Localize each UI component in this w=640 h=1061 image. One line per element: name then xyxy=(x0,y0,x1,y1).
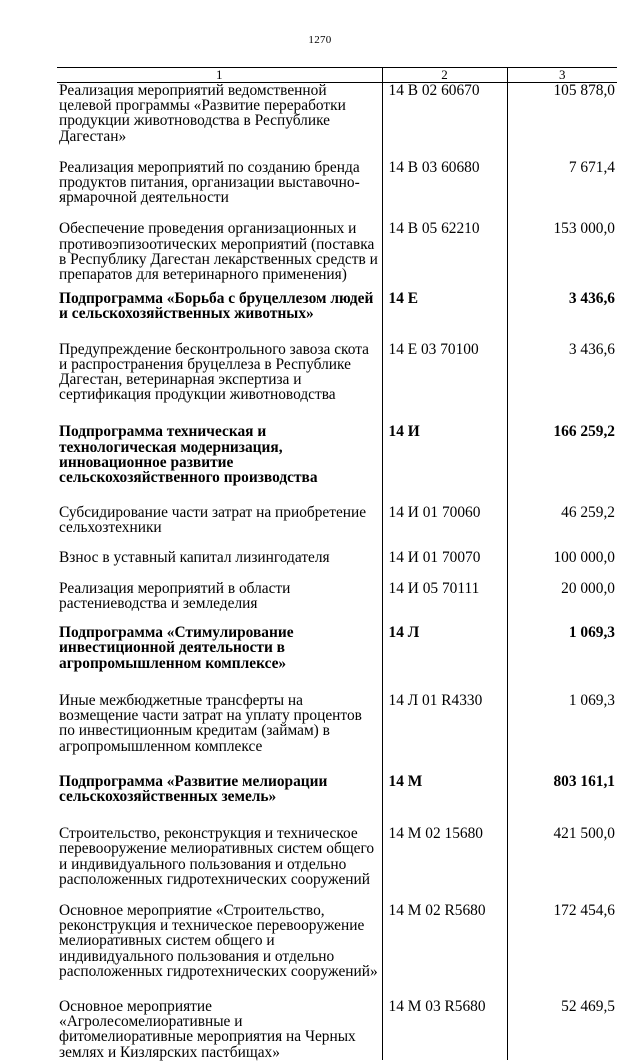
subprogram-row xyxy=(57,774,617,804)
subprogram-row xyxy=(57,625,617,671)
spacer-cell xyxy=(507,754,617,774)
row-code-cell: 14 Л xyxy=(382,625,507,671)
spacer-cell xyxy=(382,536,507,550)
row-code-cell: 14 В 05 62210 xyxy=(382,221,507,282)
row-amount-cell: 20 000,0 xyxy=(561,579,615,597)
spacer-cell xyxy=(57,671,382,693)
spacer-cell xyxy=(57,322,382,342)
row-code-cell: 14 М 02 R5680 xyxy=(382,903,507,979)
spacer-cell xyxy=(57,754,382,774)
spacer-cell xyxy=(507,402,617,424)
row-name-cell: Реализация мероприятий в области растениеводства и земледелия xyxy=(57,581,382,611)
column-header-amount: 3 xyxy=(507,68,617,83)
row-amount-cell: 803 161,1 xyxy=(553,772,615,790)
column-header-code: 2 xyxy=(382,68,507,83)
row-name-cell: Подпрограмма «Стимулирование инвестиционной деятельности в агропромышленном комплексе» xyxy=(57,625,382,671)
spacer-cell xyxy=(382,144,507,160)
row-spacer xyxy=(57,402,617,424)
row-amount-cell: 3 436,6 xyxy=(568,340,615,358)
table-row xyxy=(57,160,617,206)
row-code-cell: 14 В 02 60670 xyxy=(382,83,507,144)
spacer-cell xyxy=(57,144,382,160)
spacer-cell xyxy=(382,485,507,505)
row-spacer xyxy=(57,804,617,826)
row-name-cell: Строительство, реконструкция и техническое перевооружение мелиоративных систем общего и индивидуального пользования и отдельно расположенных гидротехнических сооружений xyxy=(57,826,382,887)
row-amount-cell: 153 000,0 xyxy=(553,220,615,238)
table-row xyxy=(57,693,617,754)
row-name-cell: Реализация мероприятий по созданию бренда продуктов питания, организации выставочно-ярмарочной деятельности xyxy=(57,160,382,206)
spacer-cell xyxy=(382,671,507,693)
row-spacer xyxy=(57,671,617,693)
spacer-cell xyxy=(382,887,507,903)
spacer-cell xyxy=(382,804,507,826)
row-amount-cell: 100 000,0 xyxy=(553,548,615,566)
spacer-cell xyxy=(382,754,507,774)
table-header-row xyxy=(57,68,617,83)
table-row xyxy=(57,221,617,282)
spacer-cell xyxy=(507,611,617,625)
subprogram-row xyxy=(57,424,617,485)
row-spacer xyxy=(57,979,617,999)
row-amount-cell: 166 259,2 xyxy=(553,423,615,441)
spacer-cell xyxy=(507,565,617,581)
row-spacer xyxy=(57,565,617,581)
spacer-cell xyxy=(382,611,507,625)
spacer-cell xyxy=(57,611,382,625)
spacer-cell xyxy=(382,205,507,221)
row-code-cell: 14 И 01 70060 xyxy=(382,505,507,535)
row-name-cell: Основное мероприятие «Агролесомелиоративные и фитомелиоративные мероприятия на Черных землях и Кизлярских пастбищах» xyxy=(57,999,382,1060)
spacer-cell xyxy=(57,402,382,424)
row-spacer xyxy=(57,205,617,221)
table-body xyxy=(57,83,617,1060)
row-amount-cell: 1 069,3 xyxy=(568,691,615,709)
spacer-cell xyxy=(57,804,382,826)
row-code-cell: 14 М 03 R5680 xyxy=(382,999,507,1060)
row-spacer xyxy=(57,485,617,505)
spacer-cell xyxy=(507,205,617,221)
row-spacer xyxy=(57,754,617,774)
row-amount-cell: 52 469,5 xyxy=(561,997,615,1015)
row-name-cell: Обеспечение проведения организационных и противоэпизоотических мероприятий (поставка в Республику Дагестан лекарственных средств и препаратов для ветеринарного применения) xyxy=(57,221,382,282)
row-name-cell: Предупреждение бесконтрольного завоза скота и распространения бруцеллеза в Республике Дагестан, ветеринарная экспертиза и сертификация продукции животноводства xyxy=(57,342,382,403)
spacer-cell xyxy=(57,887,382,903)
spacer-cell xyxy=(382,979,507,999)
row-amount-cell: 1 069,3 xyxy=(568,624,615,642)
spacer-cell xyxy=(507,322,617,342)
column-header-name: 1 xyxy=(57,68,382,83)
page-number: 1270 xyxy=(308,34,332,46)
row-amount-cell: 3 436,6 xyxy=(568,290,615,308)
row-name-cell: Подпрограмма техническая и технологическая модернизация, инновационное развитие сельскохозяйственного производства xyxy=(57,424,382,485)
row-code-cell: 14 М xyxy=(382,774,507,804)
row-name-cell: Подпрограмма «Развитие мелиорации сельскохозяйственных земель» xyxy=(57,774,382,804)
row-spacer xyxy=(57,887,617,903)
row-code-cell: 14 В 03 60680 xyxy=(382,160,507,206)
row-amount-cell: 46 259,2 xyxy=(561,504,615,522)
row-amount-cell: 7 671,4 xyxy=(568,158,615,176)
spacer-cell xyxy=(57,205,382,221)
table-row xyxy=(57,826,617,887)
row-code-cell: 14 М 02 15680 xyxy=(382,826,507,887)
spacer-cell xyxy=(382,322,507,342)
spacer-cell xyxy=(507,671,617,693)
row-amount-cell: 421 500,0 xyxy=(553,825,615,843)
table-row xyxy=(57,999,617,1060)
row-name-cell: Реализация мероприятий ведомственной целевой программы «Развитие переработки продукции животноводства в Республике Дагестан» xyxy=(57,83,382,144)
table-row xyxy=(57,550,617,565)
row-code-cell: 14 Е 03 70100 xyxy=(382,342,507,403)
spacer-cell xyxy=(507,804,617,826)
row-code-cell: 14 И xyxy=(382,424,507,485)
table-row xyxy=(57,83,617,144)
row-name-cell: Взнос в уставный капитал лизингодателя xyxy=(57,550,382,565)
spacer-cell xyxy=(57,979,382,999)
spacer-cell xyxy=(57,565,382,581)
row-spacer xyxy=(57,611,617,625)
row-spacer xyxy=(57,144,617,160)
row-name-cell: Подпрограмма «Борьба с бруцеллезом людей и сельскохозяйственных животных» xyxy=(57,291,382,321)
spacer-cell xyxy=(382,565,507,581)
row-spacer xyxy=(57,536,617,550)
row-amount-cell: 105 878,0 xyxy=(553,82,615,99)
row-spacer xyxy=(57,322,617,342)
row-code-cell: 14 И 01 70070 xyxy=(382,550,507,565)
row-code-cell: 14 И 05 70111 xyxy=(382,581,507,611)
table-row xyxy=(57,505,617,535)
spacer-cell xyxy=(57,536,382,550)
row-name-cell: Основное мероприятие «Строительство, реконструкция и техническое перевооружение мелиоративных систем общего и индивидуального пользования и отдельно расположенных гидротехнических сооружений» xyxy=(57,903,382,979)
subprogram-row xyxy=(57,291,617,321)
table-row xyxy=(57,581,617,611)
spacer-cell xyxy=(382,402,507,424)
spacer-cell xyxy=(507,485,617,505)
row-code-cell: 14 Л 01 R4330 xyxy=(382,693,507,754)
spacer-cell xyxy=(507,536,617,550)
table-row xyxy=(57,903,617,979)
spacer-cell xyxy=(507,887,617,903)
spacer-cell xyxy=(57,485,382,505)
budget-table xyxy=(57,67,617,1060)
table-row xyxy=(57,342,617,403)
row-amount-cell: 172 454,6 xyxy=(553,901,615,919)
row-name-cell: Иные межбюджетные трансферты на возмещение части затрат на уплату процентов по инвестиционным кредитам (займам) в агропромышленном комплексе xyxy=(57,693,382,754)
spacer-cell xyxy=(507,979,617,999)
row-name-cell: Субсидирование части затрат на приобретение сельхозтехники xyxy=(57,505,382,535)
spacer-cell xyxy=(507,144,617,160)
row-code-cell: 14 Е xyxy=(382,291,507,321)
